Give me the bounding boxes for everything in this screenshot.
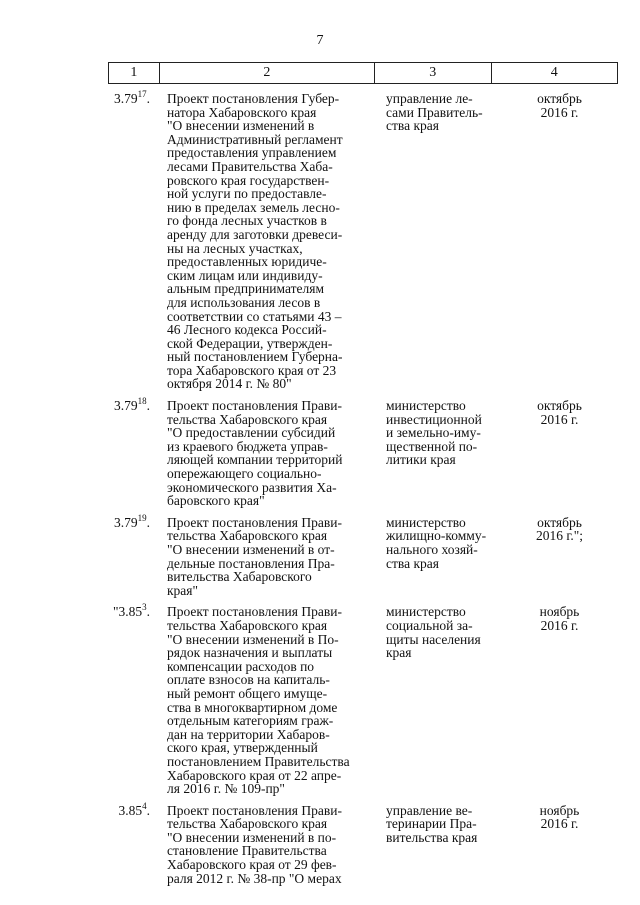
document-title-line: рядок назначения и выплаты xyxy=(167,645,333,661)
column-header-2: 2 xyxy=(159,63,374,83)
item-number-superscript: 18 xyxy=(137,396,147,407)
document-title-cell xyxy=(158,516,374,598)
document-title-line: "О внесении изменений в xyxy=(167,118,315,134)
column-header-4: 4 xyxy=(491,63,618,83)
document-title-line: дан на территории Хабаров- xyxy=(167,726,330,742)
responsible-executor-line: края xyxy=(386,645,412,661)
item-number-suffix: . xyxy=(146,398,150,414)
document-title-line: ны на лесных участках, xyxy=(167,240,303,256)
item-number-superscript: 3 xyxy=(142,602,147,613)
responsible-executor-line: министерство xyxy=(386,398,466,414)
item-number-superscript: 4 xyxy=(142,800,147,811)
responsible-executor-line: сами Правитель- xyxy=(386,104,483,120)
deadline-line: октябрь xyxy=(537,514,582,530)
responsible-executor-line: управление ве- xyxy=(386,802,473,818)
document-title-line: ским лицам или индивиду- xyxy=(167,267,323,283)
document-title-line: оплате взносов на капиталь- xyxy=(167,672,330,688)
document-title-line: баровского края" xyxy=(167,493,265,509)
table-row xyxy=(108,396,618,509)
deadline-cell xyxy=(491,804,618,886)
document-title-line: "О внесении изменений в По- xyxy=(167,631,339,647)
document-title-line: ровского края государствен- xyxy=(167,172,330,188)
item-number-superscript: 17 xyxy=(137,89,147,99)
document-title-line: края" xyxy=(167,582,199,598)
deadline-line: ноябрь xyxy=(539,604,580,620)
document-title-cell xyxy=(158,399,374,508)
document-title-line: Административный регламент xyxy=(167,131,343,147)
document-title-line: ского края, утвержденный xyxy=(167,740,318,756)
responsible-executor-cell xyxy=(374,516,491,598)
table-row xyxy=(108,512,618,598)
item-number xyxy=(108,800,158,886)
document-title-line: ской Федерации, утвержден- xyxy=(167,335,333,351)
table-row xyxy=(108,89,618,392)
document-title-line: нию в пределах земель лесно- xyxy=(167,199,340,215)
responsible-executor-line: инвестиционной xyxy=(386,411,482,427)
responsible-executor-line: щиты населения xyxy=(386,631,481,647)
table-row xyxy=(108,800,618,886)
responsible-executor-cell xyxy=(374,605,491,795)
responsible-executor-line: и земельно-иму- xyxy=(386,425,481,441)
responsible-executor-line: министерство xyxy=(386,604,466,620)
responsible-executor-line: ства края xyxy=(386,555,439,571)
document-title-line: 46 Лесного кодекса Россий- xyxy=(167,322,327,338)
responsible-executor-line: управление ле- xyxy=(386,91,473,106)
document-title-line: "О внесении изменений в по- xyxy=(167,829,337,845)
document-title-line: тельства Хабаровского края xyxy=(167,528,328,544)
item-number-base: 3.79 xyxy=(114,91,138,106)
document-title-line: экономического развития Ха- xyxy=(167,479,337,495)
item-number xyxy=(108,602,158,795)
document-title-line: тора Хабаровского края от 23 xyxy=(167,362,337,378)
document-title-line: компенсации расходов по xyxy=(167,658,315,674)
document-title-line: "О предоставлении субсидий xyxy=(167,425,336,441)
document-title-line: Проект постановления Губер- xyxy=(167,91,340,106)
document-title-line: аренду для заготовки древеси- xyxy=(167,226,343,242)
deadline-cell xyxy=(491,92,618,391)
document-title-line: Проект постановления Прави- xyxy=(167,604,342,620)
document-title-line: ля 2016 г. № 109-пр" xyxy=(167,781,285,797)
responsible-executor-line: социальной за- xyxy=(386,617,473,633)
document-title-line: вительства Хабаровского xyxy=(167,569,312,585)
item-number-suffix: . xyxy=(146,604,150,620)
document-title-line: Проект постановления Прави- xyxy=(167,514,342,530)
item-number-superscript: 19 xyxy=(137,512,147,523)
document-title-line: опережающего социально- xyxy=(167,466,322,482)
responsible-executor-line: щественной по- xyxy=(386,438,478,454)
deadline-line: октябрь xyxy=(537,398,582,414)
table-header-row xyxy=(108,62,618,84)
document-title-line: дельные постановления Пра- xyxy=(167,555,335,571)
plan-table xyxy=(108,62,618,885)
document-title-line: Хабаровского края от 22 апре- xyxy=(167,767,342,783)
document-title-line: лесами Правительства Хаба- xyxy=(167,158,333,174)
document-title-line: ный ремонт общего имуще- xyxy=(167,685,328,701)
responsible-executor-line: министерство xyxy=(386,514,466,530)
document-title-line: Хабаровского края от 29 фев- xyxy=(167,857,337,873)
document-title-line: тельства Хабаровского края xyxy=(167,816,328,832)
document-title-line: Проект постановления Прави- xyxy=(167,398,342,414)
item-number-base: 3.85 xyxy=(118,802,143,818)
column-header-3: 3 xyxy=(374,63,491,83)
responsible-executor-line: литики края xyxy=(386,452,456,468)
document-title-line: ный постановлением Губерна- xyxy=(167,349,343,365)
document-title-line: октября 2014 г. № 80" xyxy=(167,376,292,392)
item-number-base: 3.79 xyxy=(114,514,138,530)
deadline-line: 2016 г. xyxy=(540,411,579,427)
deadline-line: ноябрь xyxy=(539,802,580,818)
table-body xyxy=(108,89,618,886)
responsible-executor-line: вительства края xyxy=(386,829,478,845)
responsible-executor-line: жилищно-комму- xyxy=(386,528,487,544)
document-title-cell xyxy=(158,804,374,886)
column-header-1: 1 xyxy=(130,65,138,80)
document-title-line: ляющей компании территорий xyxy=(167,452,343,468)
document-title-line: ной услуги по предоставле- xyxy=(167,186,327,202)
table-row xyxy=(108,602,618,797)
document-title-line: "О внесении изменений в от- xyxy=(167,542,335,557)
responsible-executor-line: теринарии Пра- xyxy=(386,816,477,832)
document-title-line: отдельным категориям граж- xyxy=(167,713,334,729)
responsible-executor-cell xyxy=(374,804,491,886)
page-number: 7 xyxy=(316,33,324,48)
item-number-base: 3.85 xyxy=(118,604,143,620)
document-title-line: Проект постановления Прави- xyxy=(167,802,342,818)
deadline-line: 2016 г. xyxy=(540,104,579,120)
item-number-suffix: . xyxy=(146,91,150,106)
document-title-line: постановлением Правительства xyxy=(167,753,350,769)
item-number-prefix: " xyxy=(112,604,119,620)
document-title-line: ства в многоквартирном доме xyxy=(167,699,338,715)
item-number xyxy=(108,89,158,391)
document-title-line: предоставления управлением xyxy=(167,145,337,161)
deadline-cell xyxy=(491,605,618,795)
responsible-executor-cell xyxy=(374,399,491,508)
document-title-line: соответствии со статьями 43 – xyxy=(167,308,342,324)
document-title-line: го фонда лесных участков в xyxy=(167,213,327,229)
document-title-line: раля 2012 г. № 38-пр "О мерах xyxy=(167,870,342,886)
document-title-cell xyxy=(158,92,374,391)
item-number xyxy=(108,512,158,598)
document-title-line: становление Правительства xyxy=(167,843,327,859)
responsible-executor-line: нального хозяй- xyxy=(386,542,478,557)
deadline-cell xyxy=(491,399,618,508)
responsible-executor-line: ства края xyxy=(386,118,439,134)
deadline-cell xyxy=(491,516,618,598)
deadline-line: 2016 г. xyxy=(540,617,579,633)
document-title-line: натора Хабаровского края xyxy=(167,104,317,120)
deadline-line: 2016 г."; xyxy=(535,528,584,544)
document-title-line: тельства Хабаровского края xyxy=(167,411,328,427)
deadline-line: октябрь xyxy=(537,91,582,106)
item-number-suffix: . xyxy=(146,802,150,818)
item-number xyxy=(108,396,158,508)
item-number-base: 3.79 xyxy=(114,398,138,414)
document-title-line: для использования лесов в xyxy=(167,294,321,310)
item-number-suffix: . xyxy=(146,514,150,530)
document-title-cell xyxy=(158,605,374,795)
document-title-line: предоставленных юридиче- xyxy=(167,254,327,270)
document-title-line: тельства Хабаровского края xyxy=(167,617,328,633)
responsible-executor-cell xyxy=(374,92,491,391)
document-title-line: альным предпринимателям xyxy=(167,281,324,297)
deadline-line: 2016 г. xyxy=(540,816,579,832)
document-title-line: из краевого бюджета управ- xyxy=(167,438,328,454)
